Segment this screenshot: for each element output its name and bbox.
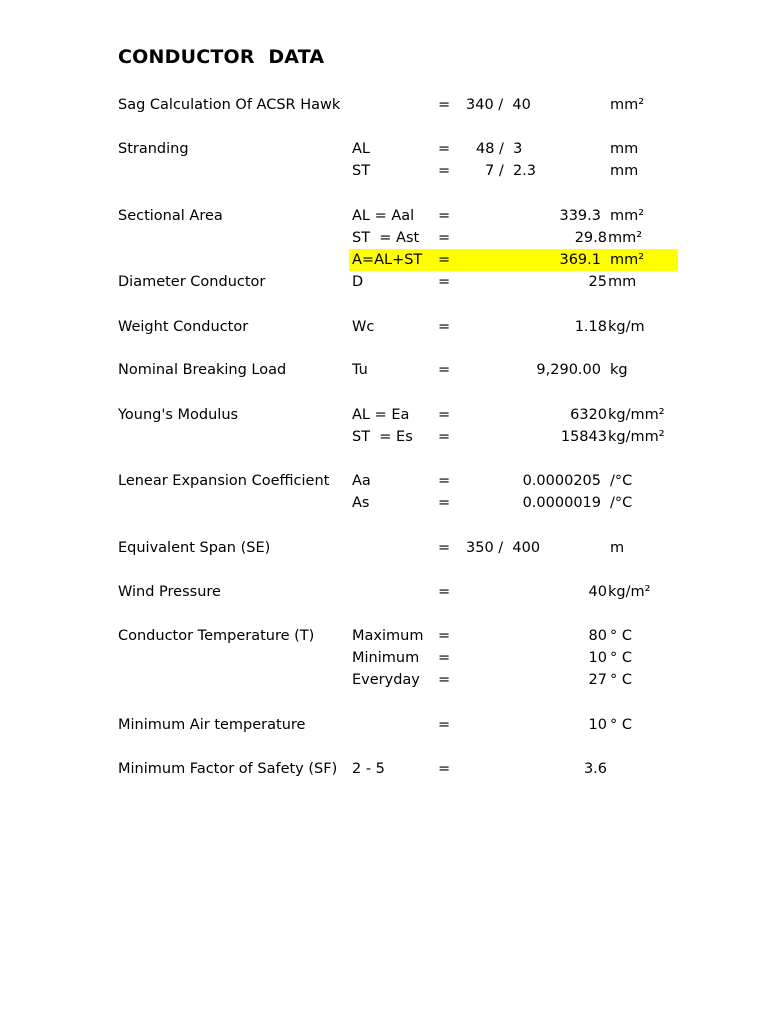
breaking-load-equals: =	[438, 362, 451, 378]
youngs-al-symbol: AL = Ea	[352, 407, 410, 423]
expansion-label: Lenear Expansion Coefficient	[118, 473, 330, 489]
youngs-st-value: 15843	[560, 429, 607, 445]
area-al-symbol: AL = Aal	[352, 208, 415, 224]
area-al-equals: =	[438, 208, 451, 224]
diameter-symbol: D	[352, 274, 364, 290]
sag-value: 340 / 40	[466, 97, 531, 113]
temp-max-value: 80	[588, 628, 607, 644]
area-st-symbol: ST = Ast	[352, 230, 420, 246]
expansion-aa-unit: /°C	[610, 473, 633, 489]
temp-min-row	[0, 647, 768, 669]
wind-equals: =	[438, 584, 451, 600]
stranding-st-unit: mm	[610, 163, 639, 179]
weight-unit: kg/m	[608, 319, 645, 335]
temp-max-unit: ° C	[610, 628, 632, 644]
expansion-aa-symbol: Aa	[352, 473, 371, 489]
youngs-st-unit: kg/mm²	[608, 429, 665, 445]
expansion-aa-value: 0.0000205	[522, 473, 601, 489]
sag-unit: mm²	[610, 97, 645, 113]
area-total-equals: =	[438, 252, 451, 268]
temp-min-value: 10	[588, 650, 607, 666]
air-temp-unit: ° C	[610, 717, 632, 733]
weight-row	[0, 316, 768, 338]
temp-max-equals: =	[438, 628, 451, 644]
breaking-load-unit: kg	[610, 362, 628, 378]
page-title: CONDUCTOR DATA	[118, 46, 325, 68]
area-st-row	[0, 227, 768, 249]
weight-label: Weight Conductor	[118, 319, 249, 335]
sag-equals: =	[438, 97, 451, 113]
youngs-st-symbol: ST = Es	[352, 429, 413, 445]
wind-label: Wind Pressure	[118, 584, 221, 600]
temp-everyday-equals: =	[438, 672, 451, 688]
span-value: 350 / 400	[466, 540, 541, 556]
temp-min-unit: ° C	[610, 650, 632, 666]
air-temp-equals: =	[438, 717, 451, 733]
area-total-value: 369.1	[559, 252, 601, 268]
stranding-al-symbol: AL	[352, 141, 370, 157]
stranding-st-equals: =	[438, 163, 451, 179]
temp-everyday-row	[0, 669, 768, 691]
safety-label: Minimum Factor of Safety (SF)	[118, 761, 338, 777]
youngs-al-unit: kg/mm²	[608, 407, 665, 423]
stranding-st-row	[0, 160, 768, 182]
stranding-al-row	[0, 138, 768, 160]
temperature-label: Conductor Temperature (T)	[118, 628, 315, 644]
sag-row	[0, 94, 768, 116]
temp-everyday-symbol: Everyday	[352, 672, 420, 688]
expansion-aa-equals: =	[438, 473, 451, 489]
air-temp-row	[0, 714, 768, 736]
expansion-as-unit: /°C	[610, 495, 633, 511]
wind-unit: kg/m²	[608, 584, 651, 600]
span-unit: m	[610, 540, 625, 556]
area-al-value: 339.3	[559, 208, 601, 224]
breaking-load-symbol: Tu	[352, 362, 368, 378]
diameter-label: Diameter Conductor	[118, 274, 266, 290]
air-temp-label: Minimum Air temperature	[118, 717, 306, 733]
diameter-equals: =	[438, 274, 451, 290]
stranding-al-equals: =	[438, 141, 451, 157]
wind-value: 40	[588, 584, 607, 600]
stranding-st-symbol: ST	[352, 163, 371, 179]
weight-symbol: Wc	[352, 319, 375, 335]
span-equals: =	[438, 540, 451, 556]
breaking-load-row	[0, 359, 768, 381]
wind-row	[0, 581, 768, 603]
span-label: Equivalent Span (SE)	[118, 540, 271, 556]
area-st-value: 29.8	[574, 230, 607, 246]
temp-min-equals: =	[438, 650, 451, 666]
weight-value: 1.18	[574, 319, 607, 335]
stranding-al-unit: mm	[610, 141, 639, 157]
area-st-equals: =	[438, 230, 451, 246]
breaking-load-value: 9,290.00	[536, 362, 601, 378]
youngs-st-equals: =	[438, 429, 451, 445]
stranding-label: Stranding	[118, 141, 189, 157]
temp-max-symbol: Maximum	[352, 628, 424, 644]
expansion-aa-row	[0, 470, 768, 492]
area-total-row	[0, 249, 768, 271]
safety-value: 3.6	[583, 761, 607, 777]
area-st-unit: mm²	[608, 230, 643, 246]
area-al-row	[0, 205, 768, 227]
diameter-unit: mm	[608, 274, 637, 290]
youngs-al-equals: =	[438, 407, 451, 423]
area-total-unit: mm²	[610, 252, 645, 268]
expansion-as-symbol: As	[352, 495, 370, 511]
temp-everyday-unit: ° C	[610, 672, 632, 688]
safety-equals: =	[438, 761, 451, 777]
area-total-symbol: A=AL+ST	[352, 252, 423, 268]
area-al-unit: mm²	[610, 208, 645, 224]
area-label: Sectional Area	[118, 208, 223, 224]
stranding-st-value: 7 / 2.3	[485, 163, 536, 179]
youngs-label: Young's Modulus	[118, 407, 239, 423]
stranding-al-value: 48 / 3	[476, 141, 523, 157]
temp-everyday-value: 27	[588, 672, 607, 688]
air-temp-value: 10	[588, 717, 607, 733]
expansion-as-row	[0, 492, 768, 514]
temp-max-row	[0, 625, 768, 647]
weight-equals: =	[438, 319, 451, 335]
expansion-as-equals: =	[438, 495, 451, 511]
safety-range: 2 - 5	[352, 761, 385, 777]
youngs-st-row	[0, 426, 768, 448]
expansion-as-value: 0.0000019	[522, 495, 601, 511]
span-row	[0, 537, 768, 559]
breaking-load-label: Nominal Breaking Load	[118, 362, 287, 378]
safety-row	[0, 758, 768, 780]
diameter-value: 25	[588, 274, 607, 290]
youngs-al-row	[0, 404, 768, 426]
youngs-al-value: 6320	[570, 407, 607, 423]
temp-min-symbol: Minimum	[352, 650, 420, 666]
diameter-row	[0, 271, 768, 293]
sag-label: Sag Calculation Of ACSR Hawk	[118, 97, 341, 113]
